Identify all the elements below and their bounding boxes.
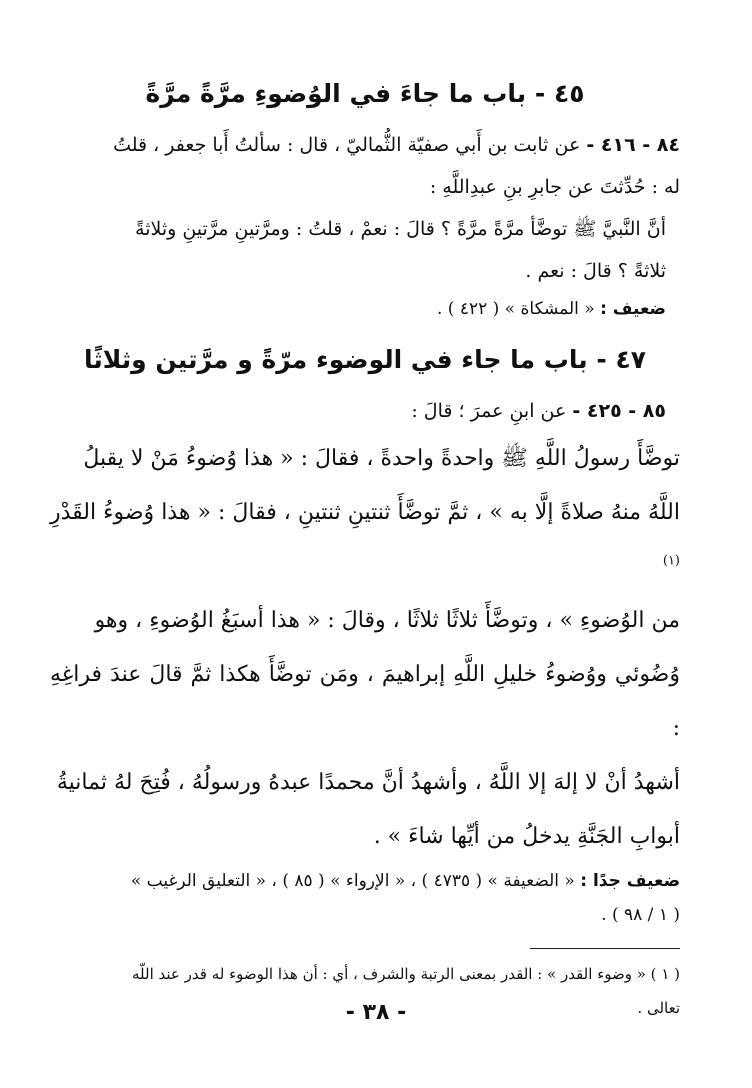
- chapter-47-heading: ٤٧ - باب ما جاء في الوضوء مرّةً و مرَّتين وثلاثًا: [84, 345, 646, 374]
- hadith-85-isnad: [50, 390, 680, 432]
- page-number: - ٣٨ -: [345, 1000, 407, 1025]
- hadith-84-grade-label: ضعيف :: [600, 299, 666, 319]
- hadith-85-matn-line5: أشهدُ أنْ لا إلهَ إلا اللَّهُ ، وأشهدُ أنَّ محمدًا عبدهُ ورسولُهُ ، فُتِحَ لهُ ثمانيةُ: [56, 770, 680, 795]
- hadith-84-isnad: [50, 124, 680, 208]
- page-content: [50, 60, 680, 1060]
- chapter-45-heading: ٤٥ - باب ما جاءَ في الوُضوءِ مرَّةً مرَّةً: [145, 79, 585, 108]
- hadith-85-grade-text-line2: ( ١ / ٩٨ ) .: [601, 905, 680, 925]
- hadith-84-matn-line2: ثلاثةً ؟ قالَ : نعم .: [525, 260, 666, 282]
- hadith-85-number: ٨٥ - ٤٢٥ -: [572, 400, 666, 422]
- hadith-85-grade-text-line1: « الضعيفة » ( ٤٧٣٥ ) ، « الإرواء » ( ٨٥ ) ، « التعليق الرغيب »: [130, 871, 575, 891]
- footnote-divider: [530, 948, 680, 949]
- hadith-85-matn-line4: وُضُوئي ووُضوءُ خليلِ اللَّهِ إبراهيمَ ، ومَن توضَّأَ هكذا ثمَّ قالَ عندَ فراغِهِ :: [50, 662, 680, 741]
- hadith-84-matn-line1: أنَّ النَّبيَّ ﷺ توضَّأ مرَّةً مرَّةً ؟ قالَ : نعمْ ، قلتُ : ومرَّتينِ مرَّتينِ وثلاثةً: [135, 218, 666, 240]
- hadith-85-grade-label: ضعيف جدًا :: [580, 871, 680, 891]
- hadith-85-isnad-text: عن ابنِ عمرَ ؛ قالَ :: [411, 400, 567, 422]
- footnote-line1: ( ١ ) « وضوء القدر » : القدر بمعنى الرتبة والشرف ، أي : أن هذا الوضوء له قدر عند اللّه: [132, 965, 680, 983]
- hadith-85-matn-line3: من الوُضوءِ » ، وتوضَّأَ ثلاثًا ثلاثًا ، وقالَ : « هذا أسبَغُ الوُضوءِ ، وهو: [94, 608, 680, 633]
- footnote-line2: تعالى .: [637, 999, 680, 1017]
- footnote-marker: (١): [662, 553, 680, 569]
- hadith-85-matn: [50, 432, 680, 864]
- hadith-84-isnad-line1: عن ثابت بن أَبي صفيّة الثُّماليّ ، قال : سألتُ أَبا جعفر ، قلتُ: [113, 134, 581, 156]
- hadith-84-matn: [50, 208, 680, 292]
- hadith-84-grade-text: « المشكاة » ( ٤٢٢ ) .: [436, 299, 595, 319]
- hadith-84-isnad-line2: له : حُدِّثتَ عن جابرِ بنِ عبدِاللَّهِ :: [429, 176, 680, 198]
- hadith-85-matn-line6: أبوابِ الجَنَّةِ يدخلُ من أيِّها شاءَ » .: [373, 824, 680, 849]
- hadith-84-grade: [50, 292, 680, 326]
- hadith-85-matn-line1: توضَّأَ رسولُ اللَّهِ ﷺ واحدةً واحدةً ، فقالَ : « هذا وُضوءُ مَنْ لا يقبلُ: [83, 446, 680, 471]
- hadith-85-grade: [50, 864, 680, 932]
- hadith-85-matn-line2: اللَّهُ منهُ صلاةً إلَّا به » ، ثمَّ توضَّأَ ثنتينِ ثنتينِ ، فقالَ : « هذا وُضوءُ القَدْرِ: [50, 500, 680, 525]
- hadith-84-number: ٨٤ - ٤١٦ -: [586, 134, 680, 156]
